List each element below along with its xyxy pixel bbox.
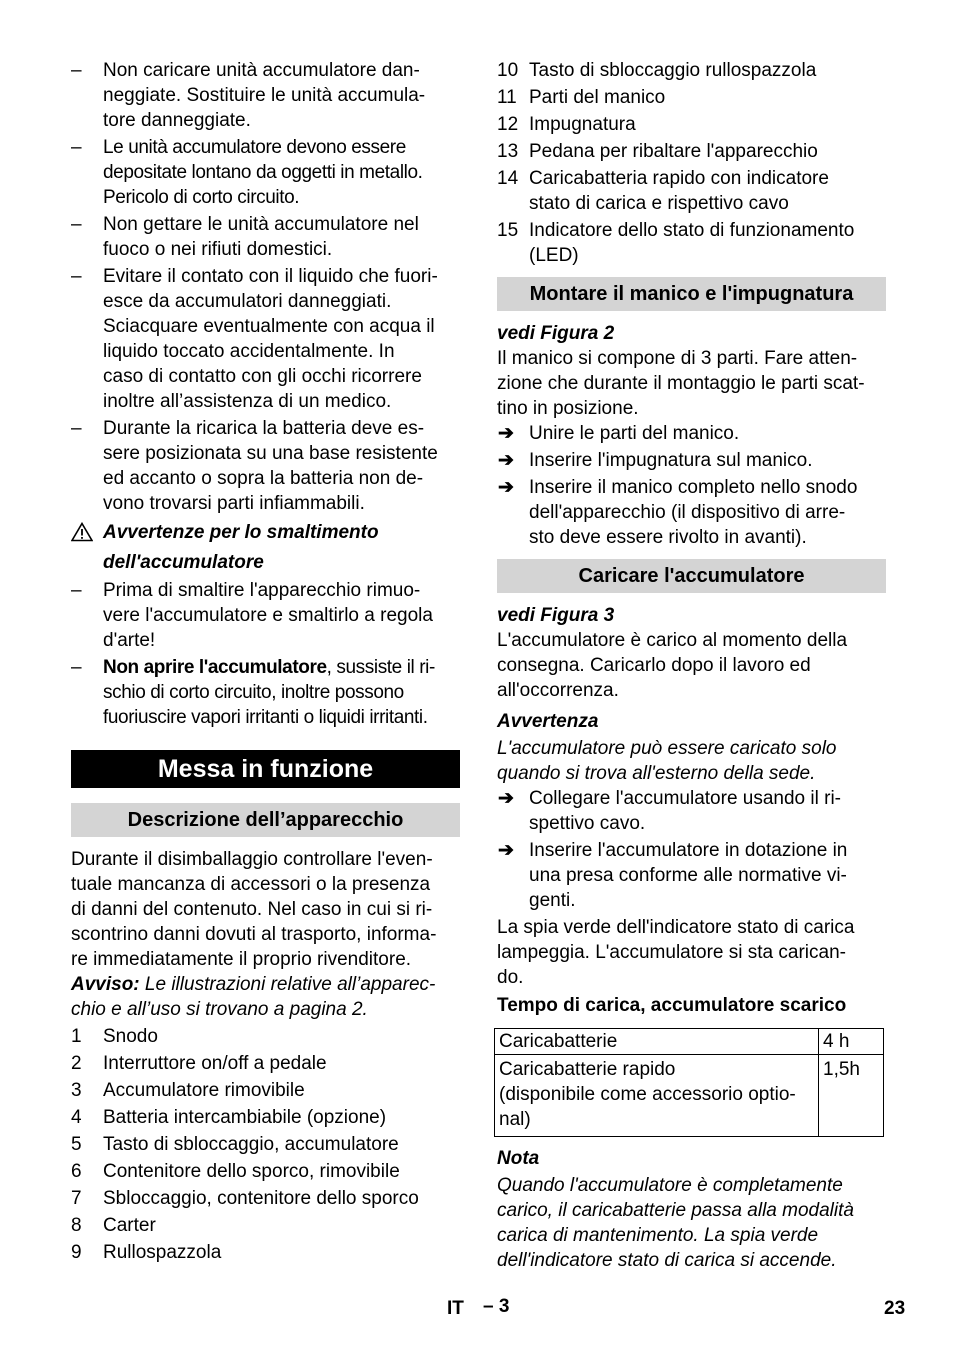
figure-reference: vedi Figura 2: [497, 323, 615, 344]
charging-paragraph: L'accumulatore è carico al momento della consegna. Caricarlo dopo il lavoro ed all'occorrenza.: [497, 630, 848, 701]
item-number: 7: [71, 1188, 82, 1209]
figure-reference: vedi Figura 3: [497, 605, 615, 626]
table-cell-time: 4 h: [819, 1029, 884, 1055]
item-text: Carter: [103, 1215, 156, 1236]
dash-marker: –: [71, 657, 82, 678]
arrow-icon: ➔: [498, 423, 514, 444]
step-item: [497, 421, 886, 446]
table-cell-charger: Caricabatterie rapido (disponibile come accessorio optio- nal): [495, 1055, 819, 1137]
note-label: Avviso:: [71, 974, 140, 995]
warning-heading-line2: dell'accumulatore: [103, 552, 264, 573]
arrow-icon: ➔: [498, 477, 514, 498]
dash-marker: –: [71, 580, 82, 601]
list-item: [71, 1105, 460, 1130]
table-row: [495, 1029, 884, 1055]
step-item: [497, 448, 886, 473]
nota-label: Nota: [497, 1148, 540, 1169]
item-number: 5: [71, 1134, 82, 1155]
step-item: [497, 786, 886, 836]
safety-item: [71, 212, 460, 262]
safety-item-text: Evitare il contato con il liquido che fuori- esce da accumulatori danneggiati. Sciacquare eventualmente con acqua il liquido toccato accidentalmente. In caso di contatto con gli occhi ricorrere inoltre all’assistenza di un medico.: [103, 266, 438, 412]
safety-item-text: Non gettare le unità accumulatore nel fuoco o nei rifiuti domestici.: [103, 214, 419, 260]
main-heading: Messa in funzione: [71, 750, 460, 788]
dash-marker: –: [71, 214, 82, 235]
nota-text: Quando l'accumulatore è completamente carico, il caricabatterie passa alla modalità carica di mantenimento. La spia verde dell'indicatore stato di carica si accende.: [497, 1175, 854, 1271]
item-number: 13: [497, 141, 519, 162]
safety-item: [71, 135, 460, 210]
list-item: [71, 1024, 460, 1049]
list-item: [497, 166, 886, 216]
section-heading-handle: Montare il manico e l'impugnatura: [497, 277, 886, 311]
arrow-icon: ➔: [498, 840, 514, 861]
disposal-item: [71, 578, 460, 653]
disposal-item-text: , sussiste il ri- schio di corto circuito, inoltre possono fuoriuscire vapori irritanti o liquidi irritanti.: [103, 657, 435, 728]
safety-item: [71, 264, 460, 414]
item-number: 4: [71, 1107, 82, 1128]
item-number: 12: [497, 114, 519, 135]
list-item: [71, 1240, 460, 1265]
step-text: Collegare l'accumulatore usando il ri- spettivo cavo.: [529, 788, 841, 834]
step-text: Unire le parti del manico.: [529, 423, 740, 444]
step-text: Inserire l'impugnatura sul manico.: [529, 450, 813, 471]
intro-paragraph: Durante il disimballaggio controllare l'even- tuale mancanza di accessori o la presenza di danni del contenuto. Nel caso in cui si ri- scontrino danni dovuti al trasporto, informa- re immediatamente il proprio rivenditore.: [71, 849, 437, 970]
disposal-item-bold: Non aprire l'accumulatore: [103, 657, 327, 678]
item-number: 2: [71, 1053, 82, 1074]
section-heading-description: Descrizione dell’apparecchio: [71, 803, 460, 837]
step-item: [497, 838, 886, 913]
item-text: Contenitore dello sporco, rimovibile: [103, 1161, 400, 1182]
list-item: [71, 1159, 460, 1184]
arrow-icon: ➔: [498, 450, 514, 471]
item-text: Parti del manico: [529, 87, 666, 108]
item-text: Sbloccaggio, contenitore dello sporco: [103, 1188, 419, 1209]
item-number: 6: [71, 1161, 82, 1182]
item-text: Rullospazzola: [103, 1242, 222, 1263]
safety-item-text: Durante la ricarica la batteria deve es- sere posizionata su una base resistente ed accanto o sopra la batteria non de- vono trovarsi parti infiammabili.: [103, 418, 438, 514]
item-text: Caricabatteria rapido con indicatore stato di carica e rispettivo cavo: [529, 168, 829, 214]
led-paragraph: La spia verde dell'indicatore stato di carica lampeggia. L'accumulatore si sta carican- do.: [497, 917, 855, 988]
charge-time-table: [494, 1028, 884, 1137]
illustration-note: [71, 972, 460, 1022]
safety-item-text: Non caricare unità accumulatore dan- neggiate. Sostituire le unità accumula- tore danneggiate.: [103, 60, 426, 131]
warning-triangle-icon: [71, 522, 93, 542]
dash-marker: –: [71, 266, 82, 287]
section-heading-charging: Caricare l'accumulatore: [497, 559, 886, 593]
item-number: 8: [71, 1215, 82, 1236]
item-number: 15: [497, 220, 519, 241]
arrow-icon: ➔: [498, 788, 514, 809]
note-text: Le illustrazioni relative all’apparec- chio e all’uso si trovano a pagina 2.: [71, 974, 436, 1020]
page-number: 23: [884, 1298, 906, 1319]
item-text: Interruttore on/off a pedale: [103, 1053, 327, 1074]
step-text: Inserire l'accumulatore in dotazione in una presa conforme alle normative vi- genti.: [529, 840, 848, 911]
warning-text: L'accumulatore può essere caricato solo quando si trova all'esterno della sede.: [497, 738, 837, 784]
item-number: 1: [71, 1026, 82, 1047]
dash-marker: –: [71, 60, 82, 81]
item-text: Impugnatura: [529, 114, 636, 135]
list-item: [497, 85, 886, 110]
footer-section-page: – 3: [483, 1296, 510, 1317]
item-text: Pedana per ribaltare l'apparecchio: [529, 141, 818, 162]
dash-marker: –: [71, 418, 82, 439]
disposal-item-text: Prima di smaltire l'apparecchio rimuo- vere l'accumulatore e smaltirlo a regola d'arte!: [103, 580, 433, 651]
list-item: [497, 58, 886, 83]
list-item: [71, 1132, 460, 1157]
parts-list-continued: [497, 58, 886, 268]
dash-marker: –: [71, 137, 82, 158]
item-number: 11: [497, 87, 517, 108]
step-text: Inserire il manico completo nello snodo dell'apparecchio (il dispositivo di arre- sto deve essere rivolto in avanti).: [529, 477, 858, 548]
disposal-warning-heading: [71, 518, 460, 578]
item-text: Tasto di sbloccaggio rullospazzola: [529, 60, 817, 81]
list-item: [71, 1213, 460, 1238]
safety-item-text: Le unità accumulatore devono essere depositate lontano da oggetti in metallo. Pericolo di corto circuito.: [103, 137, 423, 208]
right-column: [497, 58, 886, 1273]
item-text: Indicatore dello stato di funzionamento (LED): [529, 220, 855, 266]
table-cell-charger: Caricabatterie: [495, 1029, 819, 1055]
item-number: 9: [71, 1242, 82, 1263]
list-item: [497, 218, 886, 268]
warning-heading-line1: Avvertenze per lo smaltimento: [103, 522, 379, 543]
item-text: Tasto di sbloccaggio, accumulatore: [103, 1134, 399, 1155]
safety-item: [71, 416, 460, 516]
step-item: [497, 475, 886, 550]
disposal-item: [71, 655, 460, 730]
table-row: [495, 1055, 884, 1137]
list-item: [497, 139, 886, 164]
item-number: 10: [497, 60, 519, 81]
table-heading: Tempo di carica, accumulatore scarico: [497, 995, 847, 1016]
item-text: Snodo: [103, 1026, 158, 1047]
handle-paragraph: Il manico si compone di 3 parti. Fare atten- zione che durante il montaggio le parti scat- tino in posizione.: [497, 348, 865, 419]
left-column: [71, 58, 460, 1267]
list-item: [497, 112, 886, 137]
item-number: 3: [71, 1080, 82, 1101]
list-item: [71, 1078, 460, 1103]
list-item: [71, 1186, 460, 1211]
parts-list: [71, 1024, 460, 1265]
item-number: 14: [497, 168, 519, 189]
safety-item: [71, 58, 460, 133]
item-text: Accumulatore rimovibile: [103, 1080, 305, 1101]
table-cell-time: 1,5h: [819, 1055, 884, 1137]
footer-language: IT: [447, 1298, 464, 1319]
item-text: Batteria intercambiabile (opzione): [103, 1107, 387, 1128]
list-item: [71, 1051, 460, 1076]
warning-label: Avvertenza: [497, 711, 599, 732]
